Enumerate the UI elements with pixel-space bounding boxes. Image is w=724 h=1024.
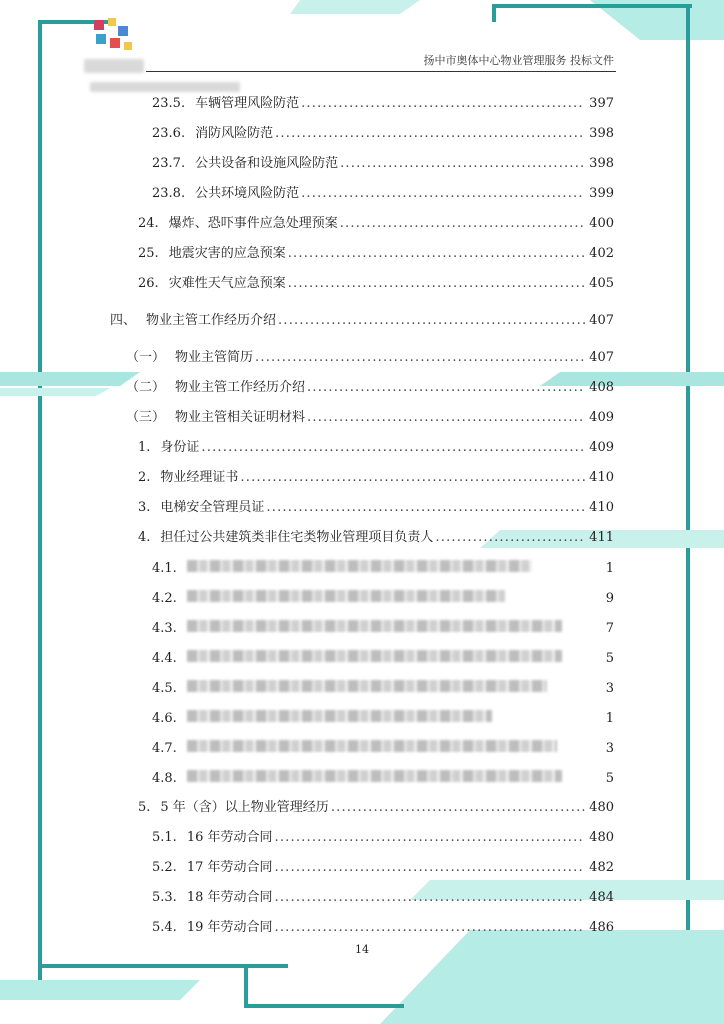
toc-entry-number: 26.	[138, 276, 159, 291]
toc-entry[interactable]	[152, 920, 614, 936]
toc-entry-number: 5.3.	[152, 890, 177, 905]
toc-entry[interactable]	[152, 770, 614, 787]
toc-entry-number: 23.7.	[152, 156, 186, 171]
toc-dot-leader	[275, 890, 586, 906]
toc-dot-leader	[288, 276, 585, 292]
toc-entry-title: 18 年劳动合同	[186, 890, 273, 905]
toc-entry-title-blurred	[187, 740, 557, 752]
toc-entry-page: 397	[589, 96, 614, 111]
toc-entry[interactable]	[126, 410, 614, 426]
toc-entry-title: 公共环境风险防范	[195, 186, 300, 201]
toc-dot-leader	[301, 186, 585, 202]
toc-entry[interactable]	[138, 246, 614, 262]
toc-entry-page: 411	[589, 530, 614, 545]
toc-entry-page: 486	[589, 920, 614, 935]
toc-entry-title: 物业主管工作经历介绍	[146, 313, 277, 328]
toc-entry-number: 4.8.	[152, 771, 177, 786]
toc-dot-leader	[278, 313, 585, 329]
toc-entry-page: 409	[589, 410, 614, 425]
toc-entry[interactable]	[138, 530, 614, 546]
toc-entry[interactable]	[138, 500, 614, 516]
toc-entry-page: 3	[605, 681, 614, 696]
toc-entry-page: 480	[589, 800, 614, 815]
toc-entry-page: 398	[589, 156, 614, 171]
toc-entry-page: 399	[589, 186, 614, 201]
toc-dot-leader	[307, 410, 585, 426]
toc-entry[interactable]	[138, 470, 614, 486]
header-title: 扬中市奥体中心物业管理服务 投标文件	[423, 54, 614, 67]
toc-entry-title: 16 年劳动合同	[186, 830, 273, 845]
toc-entry-number: 1.	[138, 440, 151, 455]
toc-entry-number: 四、	[110, 313, 137, 328]
toc-entry-title: 电梯安全管理员证	[160, 500, 265, 515]
toc-entry-title: 17 年劳动合同	[186, 860, 273, 875]
toc-entry-number: 24.	[138, 216, 159, 231]
toc-entry[interactable]	[152, 156, 614, 172]
toc-dot-leader	[301, 96, 585, 112]
toc-entry-title-blurred	[187, 590, 505, 602]
toc-entry-number: 3.	[138, 500, 151, 515]
toc-entry-title: 公共设备和设施风险防范	[195, 156, 339, 171]
toc-entry[interactable]	[152, 830, 614, 846]
toc-entry-title: 物业主管相关证明材料	[175, 410, 306, 425]
toc-dot-leader	[340, 216, 585, 232]
toc-entry-number: （三）	[126, 410, 166, 425]
toc-entry-number: 23.6.	[152, 126, 186, 141]
toc-dot-leader	[275, 126, 585, 142]
toc-entry-title: 地震灾害的应急预案	[168, 246, 286, 261]
toc-entry-title: 身份证	[160, 440, 200, 455]
toc-dot-leader	[288, 246, 585, 262]
toc-entry[interactable]	[126, 380, 614, 396]
toc-entry[interactable]	[152, 560, 614, 577]
toc-entry-number: 4.1.	[152, 561, 177, 576]
toc-dot-leader	[201, 440, 585, 456]
toc-entry-title: 物业主管简历	[175, 350, 254, 365]
toc-entry[interactable]	[152, 890, 614, 906]
toc-entry-page: 5	[605, 771, 614, 786]
toc-entry[interactable]	[152, 860, 614, 876]
toc-dot-leader	[435, 530, 585, 546]
toc-entry[interactable]	[152, 186, 614, 202]
toc-entry-page: 1	[605, 711, 614, 726]
toc-entry[interactable]	[152, 590, 614, 607]
toc-entry[interactable]	[126, 350, 614, 366]
toc-entry-number: 4.5.	[152, 681, 177, 696]
toc-dot-leader	[240, 470, 585, 486]
toc-entry-title-blurred	[187, 710, 492, 722]
toc-entry[interactable]	[152, 620, 614, 637]
toc-entry-number: （一）	[126, 350, 166, 365]
toc-entry-page: 409	[589, 440, 614, 455]
toc-entry-page: 480	[589, 830, 614, 845]
toc-entry-number: 4.2.	[152, 591, 177, 606]
toc-entry-number: 5.2.	[152, 860, 177, 875]
toc-entry-number: （二）	[126, 380, 166, 395]
toc-entry-title: 车辆管理风险防范	[195, 96, 300, 111]
toc-entry-page: 402	[589, 246, 614, 261]
toc-entry-title-blurred	[187, 770, 562, 782]
toc-entry-number: 23.8.	[152, 186, 186, 201]
toc-entry[interactable]	[152, 126, 614, 142]
toc-entry-page: 408	[589, 380, 614, 395]
toc-entry[interactable]	[152, 740, 614, 757]
toc-dot-leader	[275, 860, 586, 876]
toc-entry-title: 爆炸、恐吓事件应急处理预案	[168, 216, 338, 231]
toc-entry-title-blurred	[187, 560, 532, 572]
toc-entry-number: 5.1.	[152, 830, 177, 845]
toc-dot-leader	[275, 830, 586, 846]
toc-entry-page: 398	[589, 126, 614, 141]
toc-entry-number: 4.6.	[152, 711, 177, 726]
toc-entry-number: 4.	[138, 530, 151, 545]
toc-entry-number: 23.5.	[152, 96, 186, 111]
toc-entry-title: 消防风险防范	[195, 126, 274, 141]
toc-entry-number: 5.	[138, 800, 151, 815]
toc-entry-page: 1	[605, 561, 614, 576]
page-number: 14	[355, 943, 369, 956]
toc-dot-leader	[255, 350, 585, 366]
toc-entry-page: 407	[589, 313, 614, 328]
toc-entry-page: 7	[605, 621, 614, 636]
toc-entry-number: 2.	[138, 470, 151, 485]
toc-entry[interactable]	[152, 680, 614, 697]
toc-entry[interactable]	[152, 96, 614, 112]
toc-dot-leader	[307, 380, 585, 396]
toc-entry-title-blurred	[187, 650, 562, 662]
toc-dot-leader	[340, 156, 585, 172]
toc-dot-leader	[266, 500, 585, 516]
toc-entry[interactable]	[152, 710, 614, 727]
toc-entry-page: 484	[589, 890, 614, 905]
toc-entry[interactable]	[138, 276, 614, 292]
toc-entry-title: 灾难性天气应急预案	[168, 276, 286, 291]
toc-entry-page: 3	[605, 741, 614, 756]
toc-entry-number: 5.4.	[152, 920, 177, 935]
toc-entry[interactable]	[152, 650, 614, 667]
toc-dot-leader	[275, 920, 586, 936]
toc-entry-number: 25.	[138, 246, 159, 261]
toc-entry-title: 物业经理证书	[160, 470, 239, 485]
toc-entry[interactable]	[138, 800, 614, 816]
toc-entry[interactable]	[110, 313, 614, 329]
toc-entry-title: 19 年劳动合同	[186, 920, 273, 935]
toc-entry-page: 407	[589, 350, 614, 365]
toc-entry-page: 410	[589, 470, 614, 485]
toc-entry-page: 405	[589, 276, 614, 291]
toc-entry-page: 5	[605, 651, 614, 666]
toc-entry-title: 5 年（含）以上物业管理经历	[160, 800, 329, 815]
toc-entry-title: 物业主管工作经历介绍	[175, 380, 306, 395]
toc-entry-title-blurred	[187, 680, 547, 692]
toc-entry-title: 担任过公共建筑类非住宅类物业管理项目负责人	[160, 530, 434, 545]
toc-entry[interactable]	[138, 440, 614, 456]
toc-entry-page: 9	[605, 591, 614, 606]
toc-entry-number: 4.4.	[152, 651, 177, 666]
toc-entry-page: 410	[589, 500, 614, 515]
toc-entry[interactable]	[138, 216, 614, 232]
toc-entry-title-blurred	[187, 620, 562, 632]
toc-entry-number: 4.3.	[152, 621, 177, 636]
toc-entry-page: 400	[589, 216, 614, 231]
toc-entry-page: 482	[589, 860, 614, 875]
toc-entry-number: 4.7.	[152, 741, 177, 756]
toc-dot-leader	[331, 800, 585, 816]
